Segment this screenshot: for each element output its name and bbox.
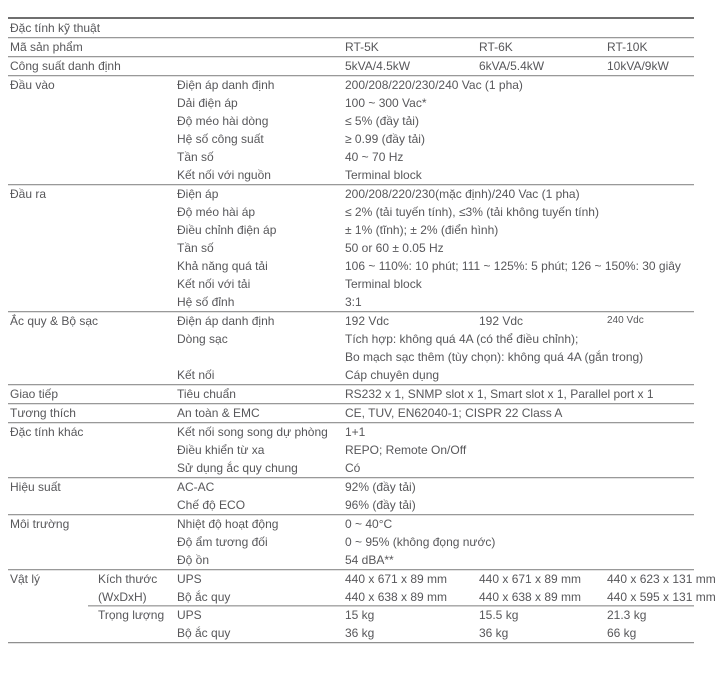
table-title: Đặc tính kỹ thuật bbox=[10, 21, 101, 35]
battery-charge-line2: Bo mạch sạc thêm (tùy chọn): không quá 4A (gắn trong) bbox=[345, 350, 644, 364]
environment-row-value: 0 ~ 40°C bbox=[345, 517, 393, 531]
empty-cell bbox=[8, 112, 175, 130]
environment-row-label: Nhiệt độ hoạt động bbox=[177, 517, 279, 531]
capacity-rt6k: 6kVA/5.4kW bbox=[479, 59, 545, 73]
dimensions-ups-rt6k: 440 x 671 x 89 mm bbox=[479, 572, 582, 586]
empty-cell bbox=[8, 588, 88, 606]
battery-connection-value: Cáp chuyên dụng bbox=[345, 368, 440, 382]
input-group-label: Đầu vào bbox=[10, 78, 55, 92]
output-row-label: Điện áp bbox=[177, 187, 219, 201]
empty-cell bbox=[8, 239, 175, 257]
empty-cell bbox=[8, 551, 175, 569]
environment-group-label: Môi trường bbox=[10, 517, 70, 531]
communication-row-value: RS232 x 1, SNMP slot x 1, Smart slot x 1, Parallel port x 1 bbox=[345, 387, 654, 401]
section-other bbox=[8, 422, 694, 477]
section-models bbox=[8, 37, 694, 56]
empty-cell bbox=[8, 496, 175, 514]
other-row-value: REPO; Remote On/Off bbox=[345, 443, 467, 457]
efficiency-row-label: AC-AC bbox=[177, 480, 215, 494]
other-row-label: Sử dụng ắc quy chung bbox=[177, 461, 298, 475]
other-row-label: Điều khiển từ xa bbox=[177, 443, 265, 457]
input-row-label: Kết nối với nguồn bbox=[177, 168, 271, 182]
empty-cell bbox=[8, 533, 175, 551]
output-row-value: ≤ 2% (tải tuyến tính), ≤3% (tải không tuyến tính) bbox=[345, 205, 599, 219]
input-row-label: Hệ số công suất bbox=[177, 132, 264, 146]
dimensions-ups-rt10k: 440 x 623 x 131 mm bbox=[607, 572, 716, 586]
weight-row-label: Bộ ắc quy bbox=[177, 626, 231, 640]
empty-cell bbox=[8, 441, 175, 459]
section-environment bbox=[8, 514, 694, 569]
input-row-label: Dải điện áp bbox=[177, 96, 238, 110]
input-row-label: Tần số bbox=[177, 150, 214, 164]
communication-group-label: Giao tiếp bbox=[10, 387, 59, 401]
weight-ups-rt10k: 21.3 kg bbox=[607, 608, 647, 622]
empty-cell bbox=[8, 166, 175, 184]
dimensions-battery-rt5k: 440 x 638 x 89 mm bbox=[345, 590, 448, 604]
section-communication bbox=[8, 384, 694, 403]
empty-cell bbox=[8, 94, 175, 112]
section-physical bbox=[8, 569, 716, 642]
battery-voltage-rt6k: 192 Vdc bbox=[479, 314, 524, 328]
weight-battery-rt10k: 66 kg bbox=[607, 626, 637, 640]
environment-row-label: Độ ồn bbox=[177, 553, 210, 567]
output-row-label: Điều chỉnh điện áp bbox=[177, 223, 277, 237]
input-row-value: ≤ 5% (đầy tải) bbox=[345, 114, 419, 128]
output-row-label: Khả năng quá tải bbox=[177, 259, 268, 273]
col-header-rt5k: RT-5K bbox=[345, 40, 379, 54]
battery-connection-label: Kết nối bbox=[177, 368, 215, 382]
dimensions-battery-rt6k: 440 x 638 x 89 mm bbox=[479, 590, 582, 604]
spec-table bbox=[8, 17, 716, 643]
section-efficiency bbox=[8, 477, 694, 514]
dimensions-label: Kích thước bbox=[98, 572, 158, 586]
weight-label: Trọng lượng bbox=[98, 608, 165, 622]
compliance-row-value: CE, TUV, EN62040-1; CISPR 22 Class A bbox=[345, 406, 563, 420]
output-row-label: Tần số bbox=[177, 241, 214, 255]
empty-cell bbox=[8, 606, 88, 624]
empty-cell bbox=[88, 624, 175, 642]
empty-cell bbox=[8, 257, 175, 275]
output-row-value: 200/208/220/230(mặc định)/240 Vac (1 pha) bbox=[345, 187, 580, 201]
empty-cell bbox=[8, 203, 175, 221]
input-row-value: ≥ 0.99 (đầy tải) bbox=[345, 132, 425, 146]
empty-cell bbox=[8, 275, 175, 293]
col-header-rt10k: RT-10K bbox=[607, 40, 648, 54]
weight-ups-rt6k: 15.5 kg bbox=[479, 608, 519, 622]
capacity-rt5k: 5kVA/4.5kW bbox=[345, 59, 411, 73]
output-row-label: Độ méo hài áp bbox=[177, 205, 256, 219]
communication-row-label: Tiêu chuẩn bbox=[177, 387, 236, 401]
output-row-label: Hệ số đỉnh bbox=[177, 295, 235, 309]
physical-group-label: Vật lý bbox=[10, 572, 41, 586]
section-capacity bbox=[8, 56, 694, 75]
dimensions-row-label: UPS bbox=[177, 572, 202, 586]
weight-battery-rt5k: 36 kg bbox=[345, 626, 375, 640]
battery-charge-label: Dòng sạc bbox=[177, 332, 228, 346]
battery-voltage-label: Điện áp danh định bbox=[177, 314, 275, 328]
output-row-label: Kết nối với tải bbox=[177, 277, 251, 291]
output-row-value: 50 or 60 ± 0.05 Hz bbox=[345, 241, 444, 255]
output-row-value: ± 1% (tĩnh); ± 2% (điển hình) bbox=[345, 223, 499, 237]
other-row-label: Kết nối song song dự phòng bbox=[177, 425, 328, 439]
weight-subsection-divider bbox=[88, 605, 694, 607]
battery-group-label: Ắc quy & Bộ sạc bbox=[10, 314, 99, 328]
battery-voltage-rt10k: 240 Vdc bbox=[607, 315, 644, 326]
empty-cell bbox=[8, 293, 175, 311]
section-compliance bbox=[8, 403, 694, 422]
empty-cell bbox=[8, 330, 175, 348]
efficiency-row-value: 96% (đầy tải) bbox=[345, 498, 416, 512]
input-row-value: Terminal block bbox=[345, 168, 422, 182]
compliance-row-label: An toàn & EMC bbox=[177, 406, 260, 420]
input-row-value: 100 ~ 300 Vac* bbox=[345, 96, 427, 110]
weight-ups-rt5k: 15 kg bbox=[345, 608, 375, 622]
dimensions-row-label: Bộ ắc quy bbox=[177, 590, 231, 604]
output-row-value: 106 ~ 110%: 10 phút; 111 ~ 125%: 5 phút; 126 ~ 150%: 30 giây bbox=[345, 259, 681, 273]
empty-cell bbox=[8, 624, 88, 642]
models-label: Mã sản phẩm bbox=[10, 40, 83, 54]
dimensions-battery-rt10k: 440 x 595 x 131 mm bbox=[607, 590, 716, 604]
empty-cell bbox=[175, 348, 343, 366]
empty-cell bbox=[8, 366, 175, 384]
empty-cell bbox=[8, 148, 175, 166]
efficiency-group-label: Hiệu suất bbox=[10, 480, 61, 494]
output-group-label: Đầu ra bbox=[10, 187, 47, 201]
empty-cell bbox=[8, 459, 175, 477]
input-row-label: Độ méo hài dòng bbox=[177, 114, 269, 128]
capacity-rt10k: 10kVA/9kW bbox=[607, 59, 669, 73]
other-row-value: 1+1 bbox=[345, 425, 366, 439]
other-group-label: Đặc tính khác bbox=[10, 425, 84, 439]
dimensions-ups-rt5k: 440 x 671 x 89 mm bbox=[345, 572, 448, 586]
section-output bbox=[8, 184, 694, 311]
output-row-value: 3:1 bbox=[345, 295, 362, 309]
environment-row-label: Độ ẩm tương đối bbox=[177, 535, 268, 549]
environment-row-value: 54 dBA** bbox=[345, 553, 394, 567]
weight-battery-rt6k: 36 kg bbox=[479, 626, 509, 640]
output-row-value: Terminal block bbox=[345, 277, 422, 291]
empty-cell bbox=[8, 221, 175, 239]
efficiency-row-label: Chế độ ECO bbox=[177, 498, 246, 512]
section-battery bbox=[8, 311, 694, 384]
empty-cell bbox=[8, 130, 175, 148]
input-row-value: 200/208/220/230/240 Vac (1 pha) bbox=[345, 78, 523, 92]
input-row-value: 40 ~ 70 Hz bbox=[345, 150, 404, 164]
compliance-group-label: Tương thích bbox=[10, 406, 76, 420]
battery-voltage-rt5k: 192 Vdc bbox=[345, 314, 390, 328]
section-title bbox=[8, 19, 694, 37]
empty-cell bbox=[8, 348, 175, 366]
battery-charge-line1: Tích hợp: không quá 4A (có thể điều chỉnh); bbox=[345, 332, 579, 346]
other-row-value: Có bbox=[345, 461, 361, 475]
capacity-label: Công suất danh định bbox=[10, 59, 121, 73]
weight-row-label: UPS bbox=[177, 608, 202, 622]
environment-row-value: 0 ~ 95% (không đọng nước) bbox=[345, 535, 496, 549]
section-input bbox=[8, 75, 694, 184]
input-row-label: Điện áp danh định bbox=[177, 78, 275, 92]
col-header-rt6k: RT-6K bbox=[479, 40, 513, 54]
dimensions-label2: (WxDxH) bbox=[98, 590, 147, 604]
efficiency-row-value: 92% (đầy tải) bbox=[345, 480, 416, 494]
